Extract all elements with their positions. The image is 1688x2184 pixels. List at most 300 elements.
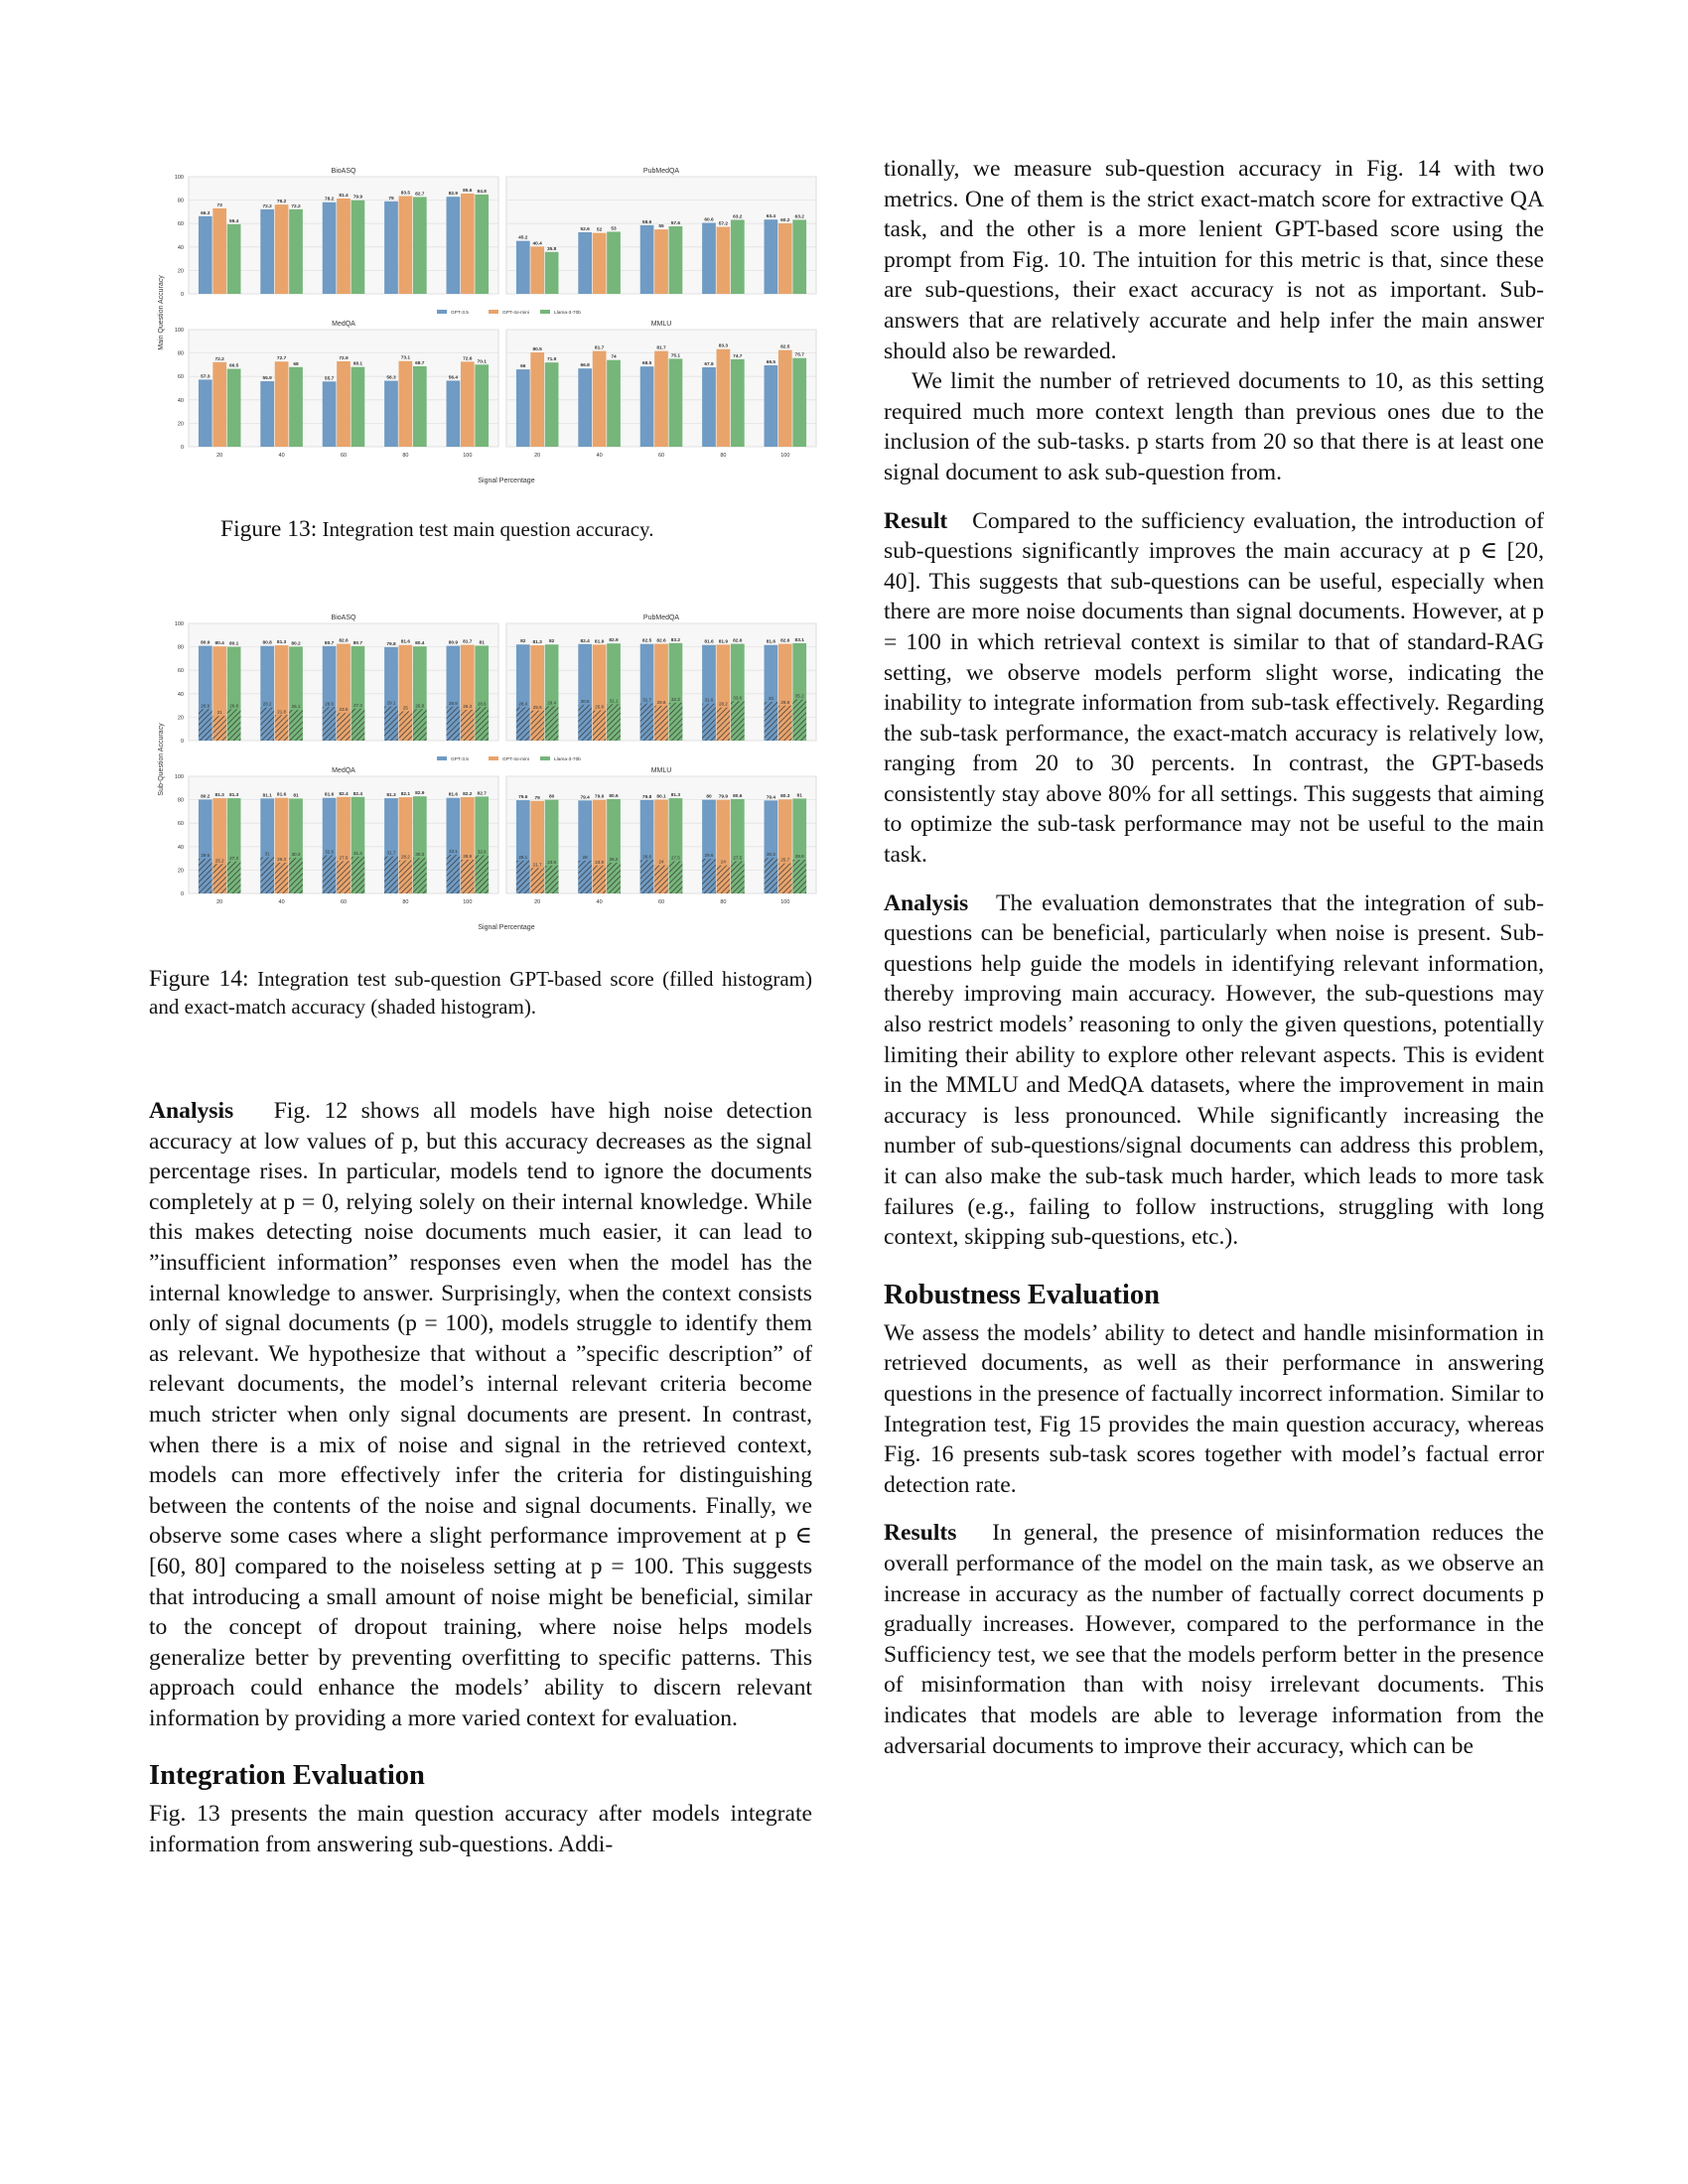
bar [765, 365, 778, 447]
data-label: 80.7 [352, 640, 363, 646]
exact-match-label: 29.6 [201, 853, 211, 859]
exact-match-label: 27.6 [339, 855, 349, 861]
bar [516, 241, 530, 294]
panel-mmlu [506, 767, 816, 905]
data-label: 80.7 [324, 640, 335, 646]
exact-match-label: 27.3 [229, 855, 238, 861]
exact-match-bar [352, 857, 365, 893]
bar [578, 232, 592, 294]
data-label: 82.6 [339, 638, 349, 644]
figure-14-caption [149, 965, 812, 1021]
exact-match-label: 27.3 [353, 702, 362, 708]
exact-match-bar [516, 861, 530, 893]
exact-match-label: 31.7 [386, 850, 396, 856]
data-label: 35.8 [546, 246, 557, 252]
x-tick-label: 60 [657, 899, 665, 905]
exact-match-label: 33.6 [733, 695, 743, 701]
legend-entry: Llama-3-70b [554, 311, 581, 316]
exact-match-label: 26.8 [415, 703, 425, 709]
data-label: 81.3 [276, 640, 287, 646]
x-tick-label: 20 [216, 453, 223, 459]
data-label: 79.8 [386, 641, 396, 647]
data-label: 82.4 [352, 791, 363, 797]
panel-title: BioASQ [331, 168, 356, 175]
exact-match-bar [593, 711, 607, 741]
exact-match-label: 25 [402, 705, 408, 711]
exact-match-bar [530, 868, 544, 893]
data-label: 72.9 [339, 355, 349, 361]
y-tick-label: 100 [174, 328, 184, 334]
figure-13 [149, 159, 824, 486]
data-label: 79.9 [718, 794, 729, 800]
exact-match-bar [337, 861, 351, 893]
legend-entry: GPT-4o-mini [502, 757, 529, 762]
figure-13-caption-text: Integration test main question accuracy. [322, 517, 654, 541]
data-label: 81.7 [594, 345, 605, 351]
data-label: 81.7 [463, 639, 473, 645]
exact-match-bar [578, 705, 592, 741]
bar [413, 197, 427, 294]
robustness-text: We assess the models’ ability to detect and handle misinformation in retrieved documents, as well as their performance in answering questions in the presence of factually incorrect information. Similar to Integration test, Fig 15 provides the main question accuracy, whereas Fig. 16 presents sub-task scores together with model’s factual error detection rate. [884, 1319, 1544, 1498]
y-tick-label: 80 [177, 198, 184, 205]
bar [593, 351, 607, 447]
bar [640, 225, 654, 294]
data-label: 76.2 [276, 200, 287, 205]
exact-match-label: 31 [264, 851, 270, 857]
data-label: 81.6 [324, 792, 335, 798]
data-label: 80.5 [532, 347, 542, 353]
bar [731, 359, 745, 447]
exact-match-label: 28.1 [518, 854, 528, 860]
exact-match-label: 30.3 [767, 852, 775, 858]
legend-entry: GPT-3.5 [451, 311, 469, 316]
legend [437, 310, 581, 316]
exact-match-bar [289, 858, 303, 893]
legend-swatch [437, 310, 447, 314]
figure-14-chart [149, 606, 824, 933]
bar [227, 224, 241, 294]
bar [778, 350, 792, 447]
data-label: 75.1 [670, 353, 681, 359]
right-para-2: We limit the number of retrieved documents to 10, as this setting required much more context length than previous ones due to the inclusion of the sub-tasks. p starts from 20 so that there is at least one signal document to ask sub-question from. [884, 368, 1544, 485]
panel-medqa [175, 767, 498, 905]
exact-match-label: 28.9 [463, 853, 473, 859]
exact-match-bar [545, 706, 559, 741]
exact-match-label: 26.3 [463, 703, 473, 709]
data-label: 60.2 [780, 217, 790, 223]
y-tick-label: 60 [177, 374, 184, 381]
x-tick-label: 40 [596, 453, 603, 459]
exact-match-bar [413, 858, 427, 893]
results-paragraph [884, 1518, 1544, 1761]
bar [399, 361, 413, 447]
data-label: 81.6 [448, 792, 459, 798]
data-label: 82.1 [400, 792, 411, 798]
data-label: 63.2 [733, 214, 743, 220]
bar [447, 380, 461, 447]
integration-heading: Integration Evaluation [149, 1760, 425, 1792]
data-label: 53 [611, 226, 617, 232]
bar [275, 361, 289, 447]
y-tick-label: 40 [177, 244, 184, 251]
y-tick-label: 100 [174, 621, 184, 627]
data-label: 52 [596, 227, 603, 233]
data-label: 40.4 [532, 241, 542, 247]
data-label: 81.6 [276, 792, 287, 798]
bar [654, 229, 668, 294]
exact-match-bar [337, 713, 351, 741]
bar [475, 364, 489, 447]
data-label: 82.7 [477, 791, 487, 797]
data-label: 82.2 [463, 792, 473, 798]
data-label: 82.5 [780, 344, 790, 350]
exact-match-bar [352, 709, 365, 741]
data-label: 70.1 [477, 359, 487, 365]
bar [260, 381, 274, 447]
data-label: 83.5 [400, 191, 411, 197]
bar [212, 362, 226, 447]
bar [260, 209, 274, 294]
exact-match-bar [475, 707, 489, 741]
x-tick-label: 100 [780, 453, 790, 459]
y-tick-label: 80 [177, 350, 184, 357]
bar [731, 219, 745, 294]
exact-match-label: 23.6 [547, 860, 556, 866]
exact-match-bar [384, 707, 398, 741]
x-tick-label: 80 [402, 899, 409, 905]
data-label: 81 [796, 793, 802, 799]
data-label: 80.8 [262, 640, 272, 646]
exact-match-bar [765, 702, 778, 741]
exact-match-label: 28.2 [719, 701, 728, 707]
exact-match-label: 32.3 [671, 696, 680, 702]
data-label: 74.7 [733, 353, 743, 359]
exact-match-bar [731, 701, 745, 741]
exact-match-bar [323, 707, 337, 741]
exact-match-label: 28.9 [449, 700, 458, 706]
y-tick-label: 100 [174, 175, 184, 181]
x-axis-label: Signal Percentage [478, 478, 535, 484]
data-label: 57.3 [201, 374, 211, 380]
bar [702, 367, 716, 447]
figure-13-chart [149, 159, 824, 486]
exact-match-label: 35.2 [794, 693, 804, 699]
data-label: 80.2 [291, 641, 301, 647]
bar [475, 195, 489, 294]
data-label: 80.1 [656, 794, 666, 800]
y-tick-label: 40 [177, 844, 184, 851]
bar [530, 246, 544, 294]
panel-bioasq [175, 168, 498, 298]
exact-match-bar [654, 866, 668, 893]
y-tick-label: 40 [177, 397, 184, 404]
exact-match-label: 28 [582, 854, 588, 860]
analysis-text: Fig. 12 shows all models have high noise detection accuracy at low values of p, but this accuracy decreases as the signal percentage rises. In particular, models tend to ignore the documents completely at p = 0, relying solely on their internal knowledge. While this makes detecting noise documents much easier, it can lead to ”insufficient information” responses even when the model has the internal knowledge to answer. Surprisingly, when the context consists only of signal documents (p = 100), models struggle to identify them as relevant. We hypothesize that without a ”specific description” of relevant documents, the model’s internal relevant criteria become much stricter when only signal documents are present. In contrast, when there is a mix of noise and signal in the retrieved context, models can more effectively infer the criteria for distinguishing between the contents of the noise and signal documents. Finally, we observe some cases where a slight performance improvement at p ∈ [60, 80] compared to the noiseless setting at p = 100. This suggests that introducing a small amount of noise might be beneficial, similar to the concept of dropout training, where noise helps models generalize better by preventing overfitting to specific patterns. This approach could enhance the models’ ability to discern relevant information by providing a more varied context for evaluation. [149, 1098, 812, 1731]
data-label: 79 [534, 795, 540, 801]
exact-match-bar [260, 857, 274, 893]
exact-match-label: 33.1 [449, 848, 458, 854]
panel-title: PubMedQA [642, 168, 680, 175]
data-label: 82.4 [580, 638, 590, 644]
x-tick-label: 100 [780, 899, 790, 905]
data-label: 80.4 [415, 641, 425, 647]
data-label: 68.5 [641, 361, 652, 367]
y-tick-label: 60 [177, 668, 184, 675]
exact-match-label: 31.6 [704, 697, 714, 703]
data-label: 56.3 [386, 375, 396, 381]
exact-match-bar [227, 709, 241, 741]
data-label: 81.3 [532, 640, 542, 646]
exact-match-bar [413, 709, 427, 741]
bar [384, 202, 398, 294]
x-tick-label: 60 [340, 899, 348, 905]
bar [717, 349, 731, 447]
exact-match-label: 24 [658, 859, 664, 865]
exact-match-label: 31.1 [609, 698, 619, 704]
legend-swatch [540, 310, 550, 314]
data-label: 80.9 [448, 640, 459, 646]
exact-match-label: 30.6 [580, 698, 590, 704]
data-label: 75.7 [794, 352, 804, 358]
bar [640, 366, 654, 447]
exact-match-bar [702, 859, 716, 893]
bar [461, 361, 475, 447]
bar [323, 381, 337, 447]
y-axis-label: Sub-Question Accuracy [158, 723, 165, 796]
bar [337, 199, 351, 294]
data-label: 72.7 [276, 356, 287, 362]
y-tick-label: 60 [177, 821, 184, 828]
analysis-lead: Analysis [149, 1098, 234, 1124]
data-label: 84.8 [477, 189, 487, 195]
data-label: 82.6 [780, 638, 790, 644]
data-label: 83.2 [670, 637, 681, 643]
exact-match-label: 28.4 [518, 701, 528, 707]
bar [337, 361, 351, 447]
data-label: 81.3 [228, 793, 239, 799]
data-label: 83.1 [794, 637, 804, 643]
exact-match-label: 25.2 [214, 858, 224, 864]
data-label: 81.9 [718, 639, 729, 645]
bar [399, 196, 413, 294]
data-label: 82 [520, 639, 526, 645]
y-tick-label: 20 [177, 715, 184, 722]
exact-match-label: 26.1 [291, 704, 301, 710]
exact-match-label: 27.5 [671, 855, 680, 861]
exact-match-bar [461, 710, 475, 741]
exact-match-bar [778, 864, 792, 893]
y-tick-label: 80 [177, 797, 184, 804]
exact-match-bar [607, 863, 621, 893]
data-label: 82.9 [415, 791, 425, 797]
data-label: 80.6 [733, 793, 743, 799]
y-tick-label: 80 [177, 644, 184, 651]
y-tick-label: 0 [180, 739, 184, 745]
data-label: 66.5 [228, 363, 239, 369]
exact-match-bar [702, 704, 716, 741]
results-text: In general, the presence of misinformation reduces the overall performance of the model on the main task, as we observe an increase in accuracy as the number of factually correct documents p gradually increases. However, compared to the performance in the Sufficiency test, we see that the models perform better in the presence of misinformation than with noisy irrelevant documents. This indicates that models are able to leverage information from the adversarial documents to improve their accuracy, which can be [884, 1520, 1544, 1759]
exact-match-label: 28.2 [262, 701, 272, 707]
exact-match-label: 29.6 [704, 853, 714, 859]
data-label: 58.6 [641, 219, 652, 225]
data-label: 80.4 [214, 641, 224, 647]
exact-match-label: 29.1 [386, 700, 396, 706]
exact-match-bar [461, 860, 475, 893]
x-tick-label: 60 [657, 453, 665, 459]
data-label: 81.3 [386, 793, 396, 799]
result-paragraph [884, 506, 1544, 871]
data-label: 55.7 [324, 376, 335, 382]
right-para-1: tionally, we measure sub-question accuracy in Fig. 14 with two metrics. One of them is the strict exact-match score for extractive QA task, and the other is a more lenient GPT-based score using the prompt from Fig. 10. The intuition for this metric is that, since these are sub-questions, their exact accuracy is not as important. Sub-answers that are relatively accurate and help infer the main answer should also be rewarded. [884, 156, 1544, 364]
exact-match-label: 26.9 [201, 703, 211, 709]
figure-14-label: Figure 14: [149, 966, 249, 992]
exact-match-bar [475, 856, 489, 893]
data-label: 82.6 [733, 638, 743, 644]
x-axis-label: Signal Percentage [478, 924, 535, 931]
bar [778, 223, 792, 294]
data-label: 74 [611, 354, 617, 360]
exact-match-label: 28.8 [794, 854, 804, 860]
exact-match-bar [717, 866, 731, 893]
data-label: 81.7 [656, 345, 666, 351]
data-label: 73.1 [400, 355, 411, 361]
exact-match-label: 28.2 [401, 854, 410, 860]
data-label: 81.1 [262, 793, 272, 799]
data-label: 82.4 [339, 791, 349, 797]
bar [199, 379, 212, 447]
figure-14 [149, 606, 824, 933]
exact-match-bar [399, 861, 413, 893]
x-tick-label: 40 [278, 453, 285, 459]
x-tick-label: 80 [720, 899, 727, 905]
data-label: 80.6 [609, 793, 619, 799]
legend-swatch [489, 756, 498, 760]
bar [530, 352, 544, 447]
exact-match-bar [792, 699, 806, 741]
bar [289, 209, 303, 294]
exact-match-label: 28.6 [477, 701, 487, 707]
exact-match-bar [669, 703, 683, 741]
exact-match-bar [654, 706, 668, 741]
exact-match-label: 25.6 [532, 704, 542, 710]
bar [323, 203, 337, 294]
data-label: 79.6 [518, 795, 528, 801]
exact-match-bar [516, 707, 530, 741]
data-label: 52.6 [580, 226, 590, 232]
data-label: 72.6 [463, 356, 473, 362]
panel-title: MedQA [332, 321, 355, 328]
bar [545, 252, 559, 294]
data-label: 85.6 [463, 188, 473, 194]
y-axis-label: Main Question Accuracy [158, 275, 165, 350]
data-label: 81 [479, 640, 485, 646]
exact-match-label: 27.5 [733, 855, 743, 861]
result-text: Compared to the sufficiency evaluation, the introduction of sub-questions significantly improves the main accuracy at p ∈ [20, 40]. This suggests that sub-questions can be useful, especially when there are more noise documents than signal documents. However, at p = 100 in which retrieval context is similar to that of standard-RAG setting, we observe models perform slight worse, indicating the inability to integrate information from sub-task effectively. Regarding the sub-task performance, the exact-match accuracy is relatively low, ranging from 20 to 30 percents. In contrast, the GPT-baseds consistently stay above 80% for all settings. This suggests that aiming to optimize the sub-task performance may not be useful to the main task. [884, 507, 1544, 869]
data-label: 56.4 [448, 375, 459, 381]
x-tick-label: 80 [402, 453, 409, 459]
data-label: 79.8 [641, 794, 652, 800]
legend-entry: GPT-3.5 [451, 757, 469, 762]
data-label: 79.4 [766, 795, 776, 801]
data-label: 63.4 [766, 214, 776, 220]
x-tick-label: 80 [720, 453, 727, 459]
data-label: 82.5 [641, 638, 652, 644]
data-label: 78.2 [324, 197, 335, 203]
exact-match-label: 23.9 [595, 859, 604, 865]
data-label: 57.6 [670, 221, 681, 227]
exact-match-label: 31.3 [353, 851, 362, 857]
exact-match-bar [275, 863, 289, 893]
exact-match-bar [260, 708, 274, 741]
left-column [149, 1096, 812, 1860]
data-label: 80 [548, 794, 555, 800]
panel-medqa [175, 321, 498, 459]
exact-match-bar [731, 862, 745, 893]
data-label: 67.8 [704, 361, 714, 367]
x-tick-label: 40 [596, 899, 603, 905]
bar [212, 208, 226, 294]
data-label: 79.9 [594, 794, 605, 800]
data-label: 81.6 [704, 639, 714, 645]
bar [384, 381, 398, 447]
data-label: 81.6 [766, 639, 776, 645]
exact-match-bar [669, 862, 683, 893]
bar [669, 226, 683, 294]
exact-match-bar [640, 860, 654, 893]
data-label: 73 [216, 203, 222, 208]
exact-match-bar [778, 706, 792, 741]
x-tick-label: 100 [463, 899, 473, 905]
exact-match-bar [384, 857, 398, 893]
x-tick-label: 20 [534, 453, 541, 459]
data-label: 72.2 [291, 204, 301, 209]
exact-match-label: 30.3 [291, 852, 301, 858]
bar [717, 227, 731, 294]
bar [607, 360, 621, 447]
data-label: 80.9 [201, 640, 211, 646]
data-label: 82.7 [415, 192, 425, 198]
data-label: 79 [388, 196, 394, 202]
panel-bioasq [175, 614, 498, 745]
y-tick-label: 20 [177, 268, 184, 275]
data-label: 72.2 [214, 356, 224, 362]
data-label: 71.9 [546, 357, 557, 363]
panel-title: MMLU [650, 321, 672, 328]
exact-match-label: 26.3 [277, 856, 286, 862]
bar [765, 219, 778, 294]
bar [352, 367, 365, 447]
robustness-heading: Robustness Evaluation [884, 1279, 1160, 1310]
legend-entry: Llama-3-70b [554, 757, 581, 762]
panel-title: BioASQ [331, 614, 356, 621]
exact-match-label: 24 [720, 859, 726, 865]
data-label: 81.9 [594, 639, 605, 645]
exact-match-label: 28.6 [325, 701, 334, 707]
results-lead: Results [884, 1520, 957, 1547]
data-label: 66.3 [201, 210, 211, 216]
data-label: 45.2 [518, 235, 528, 241]
exact-match-label: 29.8 [780, 699, 790, 705]
exact-match-bar [212, 864, 226, 893]
exact-match-label: 31.7 [642, 697, 651, 703]
exact-match-bar [792, 860, 806, 893]
bar [413, 366, 427, 447]
right-analysis-paragraph [884, 888, 1544, 1253]
integration-text: Fig. 13 presents the main question accuracy after models integrate information from answering sub-questions. Addi- [149, 1801, 812, 1858]
result-lead: Result [884, 507, 948, 534]
exact-match-bar [289, 710, 303, 741]
exact-match-label: 25.8 [595, 704, 604, 710]
